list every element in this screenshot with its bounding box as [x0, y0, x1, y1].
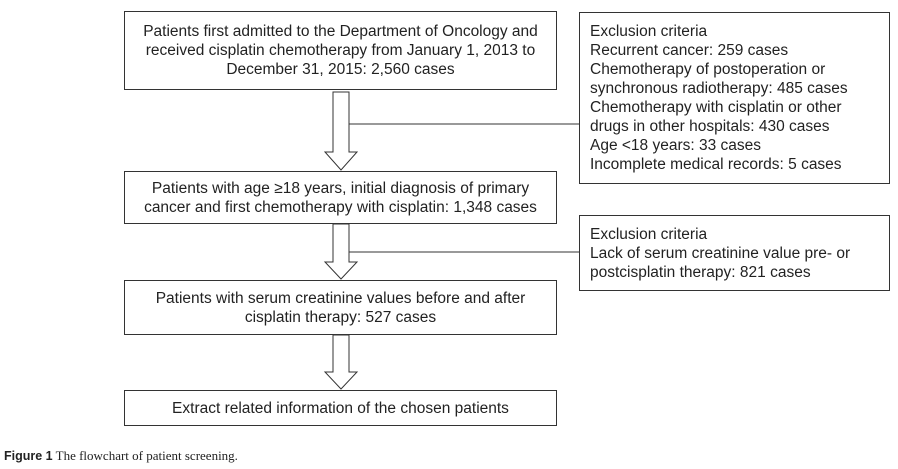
- figure-label: Figure 1: [4, 449, 53, 463]
- exclusion-box-1: [579, 12, 890, 184]
- text-line: Incomplete medical records: 5 cases: [590, 156, 842, 173]
- exclusion-box-2: [579, 215, 890, 291]
- flow-box-start: [124, 11, 557, 90]
- text-line: drugs in other hospitals: 430 cases: [590, 118, 830, 135]
- figure-caption: [4, 448, 238, 464]
- text-line: Age <18 years: 33 cases: [590, 137, 762, 154]
- flow-box-step2: [124, 171, 557, 224]
- text-line: cancer and first chemotherapy with cisplatin: 1,348 cases: [144, 198, 537, 216]
- text-line: Recurrent cancer: 259 cases: [590, 42, 789, 59]
- text-line: Extract related information of the chosen patients: [172, 399, 509, 417]
- text-line: received cisplatin chemotherapy from January 1, 2013 to: [145, 42, 536, 59]
- text-line: Patients with age ≥18 years, initial diagnosis of primary: [151, 179, 530, 197]
- flow-box-step3: [124, 280, 557, 335]
- figure-caption-text: The flowchart of patient screening.: [52, 448, 238, 463]
- text-line: December 31, 2015: 2,560 cases: [226, 61, 455, 78]
- exclusion-heading: Exclusion criteria: [590, 23, 708, 40]
- text-line: Patients first admitted to the Department of Oncology and: [143, 23, 538, 40]
- text-line: Lack of serum creatinine value pre- or: [590, 245, 851, 262]
- exclusion-heading: Exclusion criteria: [590, 226, 708, 243]
- arrow-down-1: [325, 92, 357, 170]
- text-line: Patients with serum creatinine values before and after: [155, 289, 526, 307]
- text-line: cisplatin therapy: 527 cases: [244, 308, 437, 326]
- arrow-down-3: [325, 335, 357, 389]
- text-line: postcisplatin therapy: 821 cases: [590, 264, 811, 281]
- text-line: Chemotherapy of postoperation or: [590, 61, 826, 78]
- text-line: synchronous radiotherapy: 485 cases: [590, 80, 848, 97]
- text-line: Chemotherapy with cisplatin or other: [590, 99, 842, 116]
- flow-box-step4: [124, 390, 557, 426]
